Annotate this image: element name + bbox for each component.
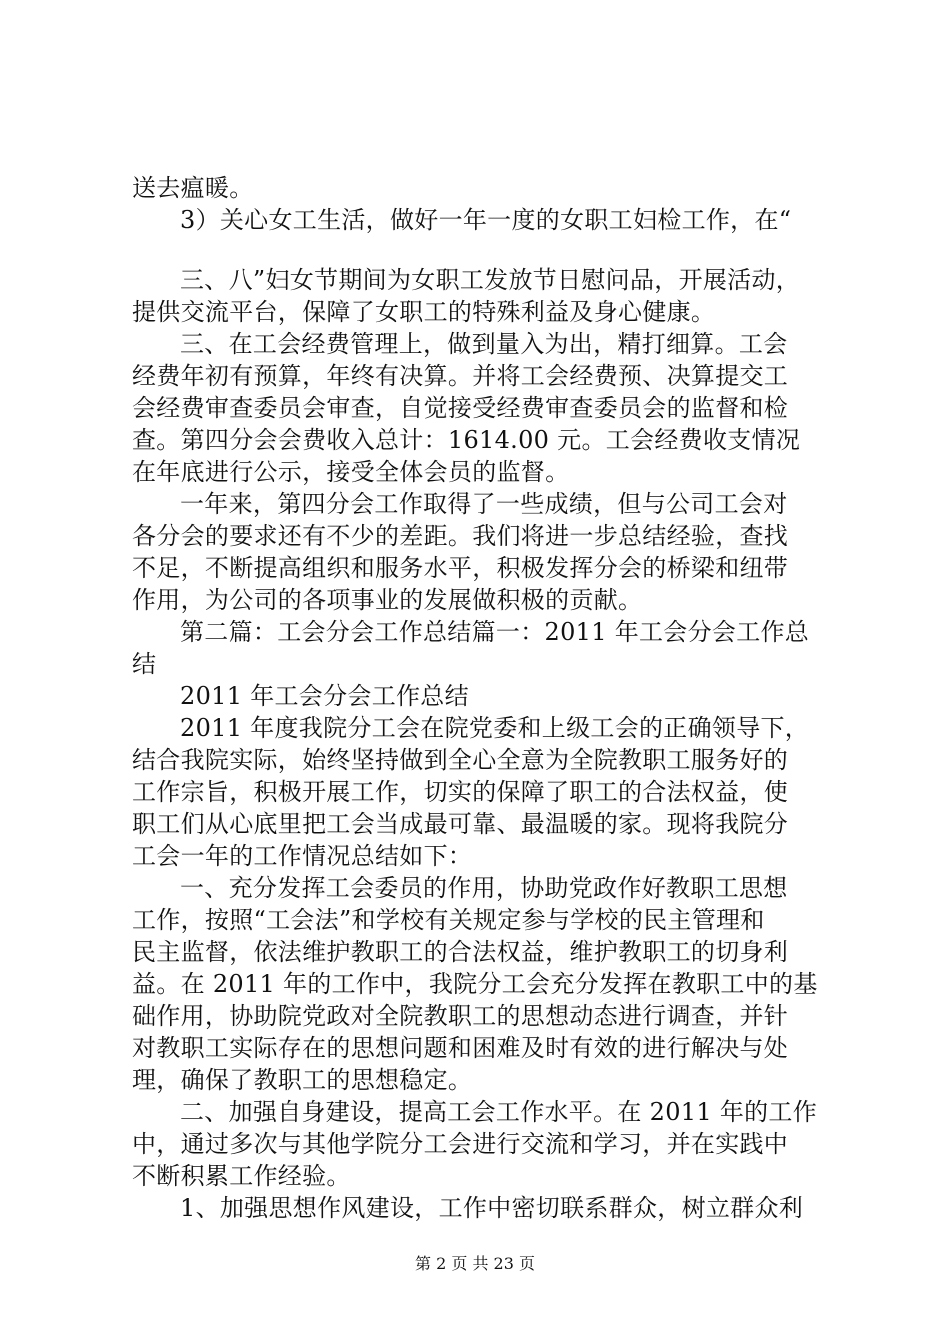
text-line: 在年底进行公示，接受全体会员的监督。: [132, 458, 570, 486]
text-line: 二、加强自身建设，提高工会工作水平。在 2011 年的工作: [180, 1098, 818, 1126]
section-heading: 第二篇：工会分会工作总结篇一：2011 年工会分会工作总: [180, 618, 810, 646]
text-line: 职工们从心底里把工会当成最可靠、最温暖的家。现将我院分: [132, 810, 789, 838]
text-line: 一、充分发挥工会委员的作用，协助党政作好教职工思想: [180, 874, 788, 902]
text-line: 中，通过多次与其他学院分工会进行交流和学习，并在实践中: [132, 1130, 789, 1158]
text-line: 一年来，第四分会工作取得了一些成绩，但与公司工会对: [180, 490, 788, 518]
text-line: 理，确保了教职工的思想稳定。: [132, 1066, 473, 1094]
document-body: [132, 172, 832, 1224]
line-gap: [132, 236, 832, 264]
text-line: 送去瘟暖。: [132, 174, 254, 202]
text-line: 2011 年度我院分工会在院党委和上级工会的正确领导下，: [180, 714, 810, 742]
text-line: 础作用，协助院党政对全院教职工的思想动态进行调查，并针: [132, 1002, 789, 1030]
report-title: 2011 年工会分会工作总结: [180, 682, 469, 710]
text-line: 作用，为公司的各项事业的发展做积极的贡献。: [132, 586, 643, 614]
text-line: 不断积累工作经验。: [132, 1162, 351, 1190]
text-line: 三、八”妇女节期间为女职工发放节日慰问品，开展活动，: [180, 266, 801, 294]
text-line: 3）关心女工生活，做好一年一度的女职工妇检工作，在“: [180, 206, 792, 234]
text-line: 经费年初有预算，年终有决算。并将工会经费预、决算提交工: [132, 362, 789, 390]
text-line: 三、在工会经费管理上，做到量入为出，精打细算。工会: [180, 330, 788, 358]
text-line: 工作宗旨，积极开展工作，切实的保障了职工的合法权益，使: [132, 778, 789, 806]
text-line: 查。第四分会会费收入总计：1614.00 元。工会经费收支情况: [132, 426, 801, 454]
text-line: 民主监督，依法维护教职工的合法权益，维护教职工的切身利: [132, 938, 789, 966]
text-line: 会经费审查委员会审查，自觉接受经费审查委员会的监督和检: [132, 394, 789, 422]
text-line: 1、加强思想作风建设，工作中密切联系群众，树立群众利: [180, 1194, 804, 1222]
text-line: 对教职工实际存在的思想问题和困难及时有效的进行解决与处: [132, 1034, 789, 1062]
page-number-footer: 第 2 页 共 23 页: [415, 1254, 535, 1273]
text-line: 工作，按照“工会法”和学校有关规定参与学校的民主管理和: [132, 906, 765, 934]
text-line: 不足，不断提高组织和服务水平，积极发挥分会的桥梁和纽带: [132, 554, 789, 582]
section-heading-continued: 结: [132, 650, 157, 678]
text-line: 提供交流平台，保障了女职工的特殊利益及身心健康。: [132, 298, 716, 326]
text-line: 工会一年的工作情况总结如下：: [132, 842, 473, 870]
text-line: 益。在 2011 年的工作中，我院分工会充分发挥在教职工中的基: [132, 970, 818, 998]
text-line: 结合我院实际，始终坚持做到全心全意为全院教职工服务好的: [132, 746, 789, 774]
text-line: 各分会的要求还有不少的差距。我们将进一步总结经验，查找: [132, 522, 789, 550]
